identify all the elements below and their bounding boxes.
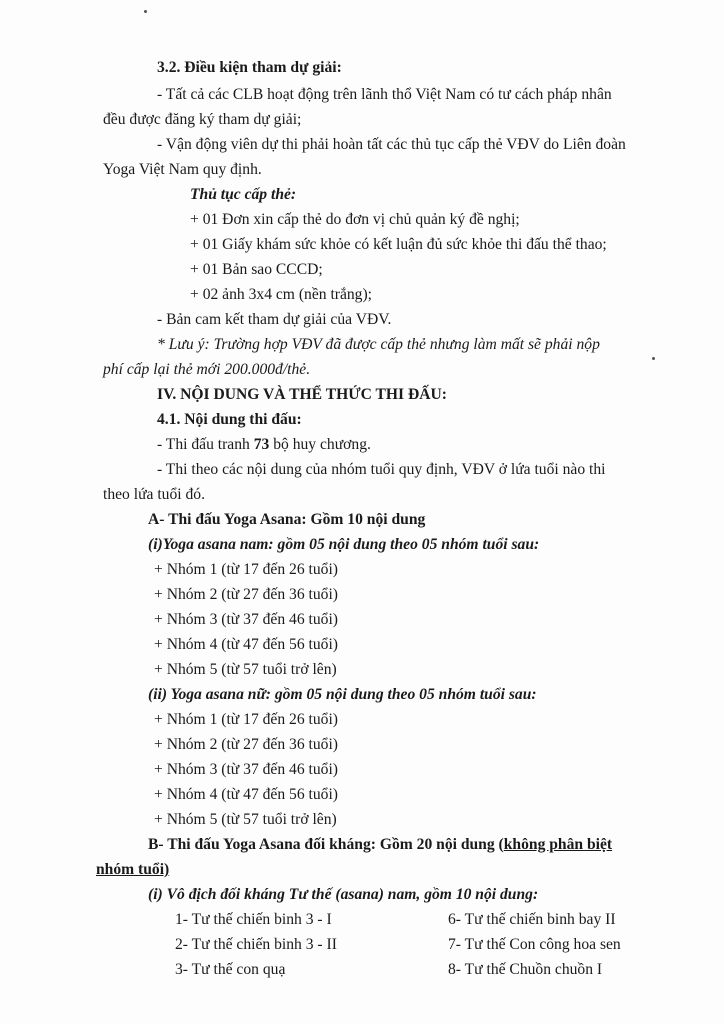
procedure-item: + 01 Giấy khám sức khỏe có kết luận đủ sức khỏe thi đấu thể thao;: [190, 236, 607, 253]
part-a-title: A- Thi đấu Yoga Asana: Gồm 10 nội dung: [148, 511, 426, 528]
note-line: * Lưu ý: Trường hợp VĐV đã được cấp thẻ nhưng làm mất sẽ phải nộp: [157, 336, 600, 353]
champion-title: (i) Vô địch đối kháng Tư thế (asana) nam, gồm 10 nội dung:: [148, 886, 539, 903]
procedure-item: + 01 Bản sao CCCD;: [190, 261, 323, 278]
pose-item: 3- Tư thế con quạ: [175, 961, 286, 978]
part-b-title-text: B- Thi đấu Yoga Asana đối kháng: Gồm 20 nội dung (: [148, 836, 504, 853]
paragraph-line: - Tất cả các CLB hoạt động trên lãnh thổ Việt Nam có tư cách pháp nhân: [157, 86, 612, 103]
age-group-item: + Nhóm 2 (từ 27 đến 36 tuổi): [154, 586, 338, 603]
paragraph-line: theo lứa tuổi đó.: [103, 486, 205, 503]
age-group-item: + Nhóm 1 (từ 17 đến 26 tuổi): [154, 711, 338, 728]
age-group-item: + Nhóm 4 (từ 47 đến 56 tuổi): [154, 636, 338, 653]
paragraph-line: - Vận động viên dự thi phải hoàn tất các thủ tục cấp thẻ VĐV do Liên đoàn: [157, 136, 626, 153]
paragraph-line: - Bản cam kết tham dự giải của VĐV.: [157, 311, 392, 328]
section-3-2-title: 3.2. Điều kiện tham dự giải:: [157, 59, 342, 76]
medals-suffix: bộ huy chương.: [269, 436, 371, 453]
part-b-underlined-text: nhóm tuổi): [96, 861, 170, 878]
pose-item: 7- Tư thế Con công hoa sen: [448, 936, 621, 953]
paragraph-line: [157, 435, 371, 455]
note-line: phí cấp lại thẻ mới 200.000đ/thẻ.: [103, 361, 311, 378]
age-group-item: + Nhóm 5 (từ 57 tuổi trở lên): [154, 811, 337, 828]
part-b-underlined-text: không phân biệt: [503, 836, 613, 853]
age-group-item: + Nhóm 2 (từ 27 đến 36 tuổi): [154, 736, 338, 753]
age-group-item: + Nhóm 4 (từ 47 đến 56 tuổi): [154, 786, 338, 803]
paragraph-line: Yoga Việt Nam quy định.: [103, 161, 262, 178]
pose-item: 1- Tư thế chiến binh 3 - I: [175, 911, 332, 928]
scan-speck: [144, 10, 147, 13]
section-4-1-title: 4.1. Nội dung thi đấu:: [157, 411, 302, 428]
pose-item: 8- Tư thế Chuồn chuồn I: [448, 961, 603, 978]
pose-item: 6- Tư thế chiến binh bay II: [448, 911, 616, 928]
age-group-item: + Nhóm 5 (từ 57 tuổi trở lên): [154, 661, 337, 678]
male-asana-title: (i)Yoga asana nam: gồm 05 nội dung theo 05 nhóm tuổi sau:: [148, 536, 540, 553]
paragraph-line: đều được đăng ký tham dự giải;: [103, 111, 302, 128]
procedure-title: Thủ tục cấp thẻ:: [190, 186, 297, 203]
paragraph-line: - Thi theo các nội dung của nhóm tuổi quy định, VĐV ở lứa tuổi nào thi: [157, 461, 606, 478]
age-group-item: + Nhóm 3 (từ 37 đến 46 tuổi): [154, 611, 338, 628]
age-group-item: + Nhóm 3 (từ 37 đến 46 tuổi): [154, 761, 338, 778]
medals-prefix: - Thi đấu tranh: [157, 436, 254, 453]
scan-speck: [652, 357, 655, 360]
age-group-item: + Nhóm 1 (từ 17 đến 26 tuổi): [154, 561, 338, 578]
female-asana-title: (ii) Yoga asana nữ: gồm 05 nội dung theo 05 nhóm tuổi sau:: [148, 686, 537, 703]
section-iv-title: IV. NỘI DUNG VÀ THỂ THỨC THI ĐẤU:: [157, 386, 447, 403]
procedure-item: + 02 ảnh 3x4 cm (nền trắng);: [190, 286, 373, 303]
procedure-item: + 01 Đơn xin cấp thẻ do đơn vị chủ quản ký đề nghị;: [190, 211, 520, 228]
part-b-title: [148, 835, 612, 855]
medals-count: 73: [253, 436, 270, 453]
pose-item: 2- Tư thế chiến binh 3 - II: [175, 936, 337, 953]
